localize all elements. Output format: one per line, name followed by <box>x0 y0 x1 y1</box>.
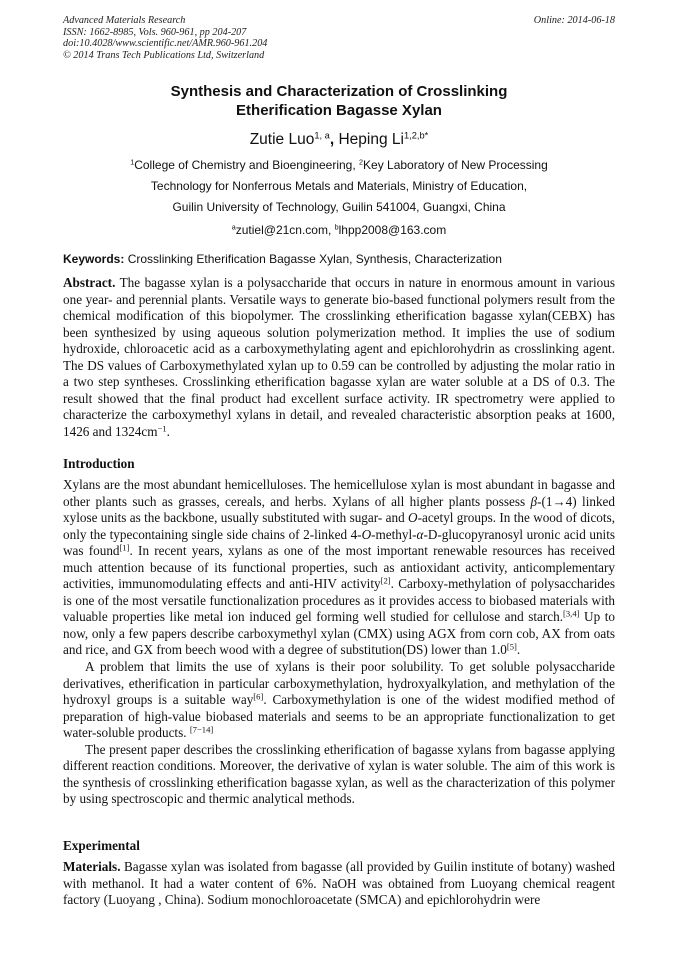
text-run: -D-glucopyranosyl uronic acid units was found <box>63 526 615 559</box>
text-run: . Carboxymethylation is one of the widest modified method of preparation of high-value biobased materials and seems to be an appropriate functionalization to get water-soluble products. <box>63 692 615 741</box>
text-run: Xylans are the most abundant hemicelluloses. The hemicellulose xylan is most abundant in bagasse and other plants such as grasses, cereals, and herbs. Xylans of all higher plants possess <box>63 477 615 509</box>
introduction-body <box>63 477 615 808</box>
text-run: Up to now, only a few papers describe carboxymethyl xylan (CMX) using AGX from corn cob, AX from oats and rice, and GX from beech wood with a degree of substitution(DS) lower than 1.0 <box>63 609 615 658</box>
doi-line: doi:10.4028/www.scientific.net/AMR.960-961.204 <box>63 38 268 49</box>
text-run: -methyl- <box>371 526 417 542</box>
unit-superscript: −1 <box>157 423 167 434</box>
text-run: . In recent years, xylans as one of the most important renewable resources has received much attention because of its functional properties, such as antioxidant activity, anticomplementary activities, immunomodulating effects and anti-HIV activity <box>63 543 616 592</box>
journal-meta <box>63 15 267 61</box>
materials-text: Bagasse xylan was isolated from bagasse (all provided by Guilin institute of botany) washed with methanol. It had a water content of 6%. NaOH was obtained from Luoyang chemical reagent factory (Luoyang , China). Sodium monochloroacetate (SMCA) and epichlorohydrin were <box>63 859 615 908</box>
citation[interactable]: [2] <box>380 575 391 586</box>
keywords-label: Keywords: <box>63 252 125 266</box>
citation[interactable]: [3,4] <box>563 608 580 619</box>
text-run: -(1→4) linked xylose units as the backbone, usually substituted with sugar- and <box>63 493 615 526</box>
email-mark: a <box>231 222 236 232</box>
author-affil-mark: 1, a <box>314 130 330 141</box>
author-name: Heping Li <box>338 131 404 148</box>
italic-symbol: O <box>361 526 372 542</box>
copyright-line: © 2014 Trans Tech Publications Ltd, Switzerland <box>63 49 265 61</box>
author-name: Zutie Luo <box>249 131 315 148</box>
journal-name: Advanced Materials Research <box>63 15 186 26</box>
paragraph <box>63 659 615 742</box>
email-link[interactable]: lhpp2008@163.com <box>338 223 447 237</box>
abstract-end: . <box>166 423 170 439</box>
materials-paragraph <box>63 859 615 909</box>
citation[interactable]: [7−14] <box>189 724 214 735</box>
paragraph <box>63 477 615 659</box>
author-list <box>63 130 615 150</box>
paragraph: The present paper describes the crosslinking etherification of bagasse xylans from bagasse applying different reaction conditions. Moreover, the derivative of xylan is water soluble. The aim of this work is the synthesis of crosslinking etherification bagasse xylan, as well as the characterization of this polymer by using spectroscopic and thermic analytical methods. <box>63 741 615 807</box>
greek-symbol: α <box>416 526 424 542</box>
abstract-text: The bagasse xylan is a polysaccharide that occurs in nature in enormous amount in various one year- and perennial plants. Versatile ways to generate bio-based functional polymers result from the chemical modification of this biopolymer. The crosslinking etherification bagasse xylan(CEBX) has been synthesized by using aqueous solution polymerization method. It implies the use of sodium hydroxide, chloroacetic acid as a carboxymethylating agent and epichlorohydrin as crosslinking agent. The DS values of Carboxymethylated xylan up to 0.59 can be controlled by adjusting the molar ratio in a two step syntheses. Crosslinking etherification bagasse xylan are water soluble at a DS of 0.3. The result showed that the final product had excellent surface activity. IR spectrometry were applied to characterize the carboxymethyl xylans in detail, and revealed characteristic absorption peaks at 1600, 1426 and 1324cm <box>63 275 615 439</box>
affil-mark: 1 <box>130 157 135 167</box>
affil-mark: 2 <box>359 157 364 167</box>
section-heading-experimental: Experimental <box>63 838 140 853</box>
text-run: . <box>516 642 521 658</box>
affiliation-line <box>63 155 615 176</box>
affiliation-text: College of Chemistry and Bioengineering, <box>134 158 360 172</box>
affiliation-text: Key Laboratory of New Processing <box>363 158 548 172</box>
abstract <box>63 275 615 440</box>
author-separator: , <box>329 131 335 148</box>
affiliation-line: Guilin University of Technology, Guilin 541004, Guangxi, China <box>172 200 506 214</box>
italic-symbol: O <box>408 510 418 526</box>
affiliations <box>63 155 615 218</box>
keywords <box>63 251 615 267</box>
abstract-label: Abstract. <box>63 275 116 290</box>
issn-line: ISSN: 1662-8985, Vols. 960-961, pp 204-207 <box>63 26 247 38</box>
text-run: . Carboxy-methylation of polysaccharides is one of the most versatile functionalization procedures as it provides access to biobased materials with valuable properties like metal ion induced gel forming well studied for cellulose and starch. <box>63 576 615 625</box>
text-run: A problem that limits the use of xylans is their poor solubility. To get soluble polysaccharide derivatives, etherification in particular carboxymethylation, hydroxyalkylation, and methylation of the hydroxyl groups is a suitable way <box>63 659 615 708</box>
citation[interactable]: [6] <box>253 691 264 702</box>
affiliation-line: Technology for Nonferrous Metals and Materials, Ministry of Education, <box>150 179 528 193</box>
citation[interactable]: [1] <box>119 542 130 553</box>
email-link[interactable]: zutiel@21cn.com, <box>235 223 335 237</box>
section-heading-introduction: Introduction <box>63 456 135 471</box>
title-line-2: Etherification Bagasse Xylan <box>236 101 442 119</box>
keywords-text: Crosslinking Etherification Bagasse Xylan, Synthesis, Characterization <box>124 252 502 266</box>
email-mark: b <box>334 222 339 232</box>
author-emails <box>63 222 615 238</box>
online-date: Online: 2014-06-18 <box>533 15 615 26</box>
paper-title <box>63 83 615 120</box>
text-run: -acetyl groups. In the wood of dicots, only the typecontaining single side chains of 2-linked 4- <box>63 510 615 542</box>
materials-label: Materials. <box>63 859 121 874</box>
title-line-1: Synthesis and Characterization of Crosslinking <box>170 83 508 100</box>
citation[interactable]: [5] <box>506 641 517 652</box>
author-affil-mark: 1,2,b* <box>403 130 429 141</box>
greek-symbol: β <box>530 493 538 509</box>
